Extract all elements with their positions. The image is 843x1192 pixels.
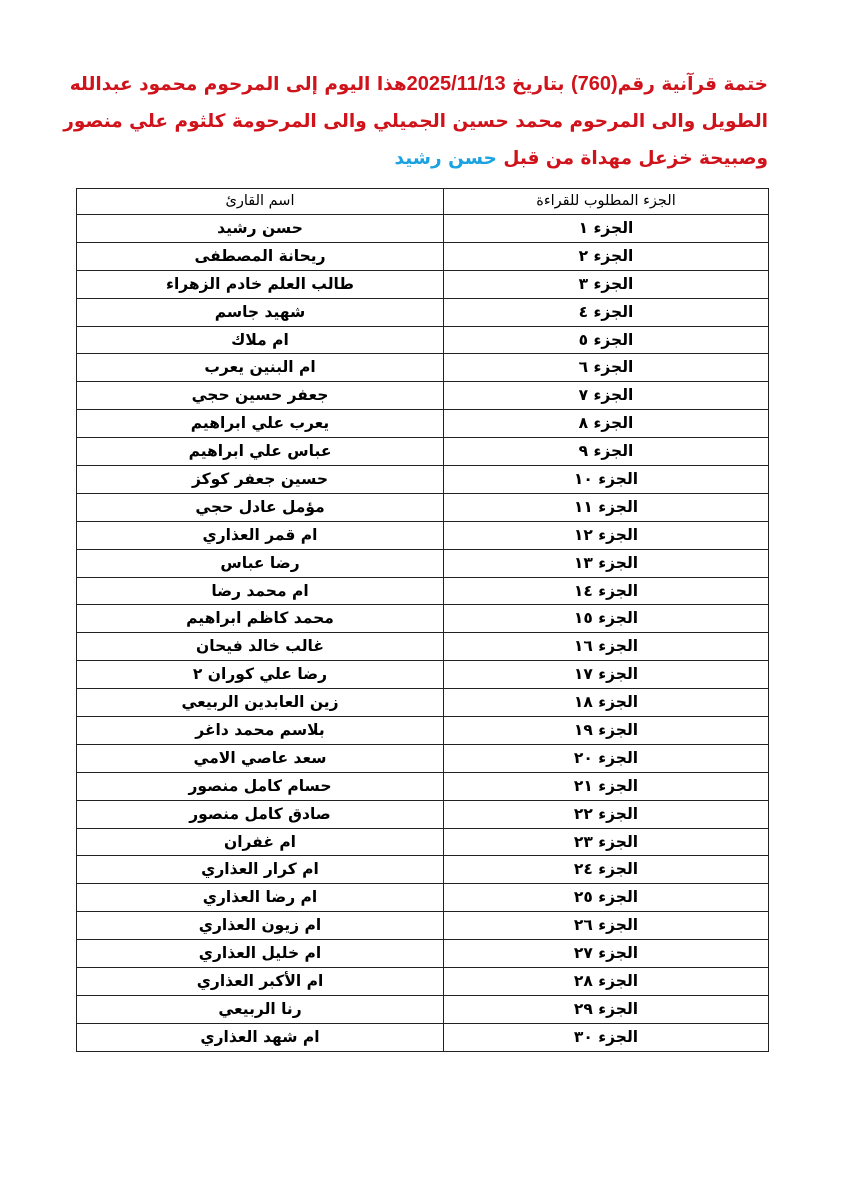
juz-part-cell: الجزء ٢٦ xyxy=(444,912,769,940)
dedication-header xyxy=(60,66,768,177)
juz-part-cell: الجزء ٢٢ xyxy=(444,800,769,828)
juz-part-cell: الجزء ٢١ xyxy=(444,772,769,800)
table-row xyxy=(77,326,769,354)
juz-part-cell: الجزء ٢٥ xyxy=(444,884,769,912)
reader-name-cell: ام شهد العذاري xyxy=(77,1023,444,1051)
table-header-row xyxy=(77,189,769,215)
khatma-number: (760) xyxy=(570,73,618,95)
table-row xyxy=(77,354,769,382)
juz-part-cell: الجزء ٢٣ xyxy=(444,828,769,856)
table-row xyxy=(77,1023,769,1051)
reader-name-cell: ريحانة المصطفى xyxy=(77,242,444,270)
reader-name-cell: صادق كامل منصور xyxy=(77,800,444,828)
juz-part-cell: الجزء ٤ xyxy=(444,298,769,326)
juz-part-cell: الجزء ٦ xyxy=(444,354,769,382)
reader-name-cell: يعرب علي ابراهيم xyxy=(77,410,444,438)
juz-part-cell: الجزء ١٨ xyxy=(444,689,769,717)
table-row xyxy=(77,856,769,884)
juz-part-cell: الجزء ١٦ xyxy=(444,633,769,661)
table-row xyxy=(77,466,769,494)
reader-name-cell: حسين جعفر كوكز xyxy=(77,466,444,494)
juz-part-cell: الجزء ١٠ xyxy=(444,466,769,494)
juz-part-cell: الجزء ٣ xyxy=(444,270,769,298)
table-row xyxy=(77,689,769,717)
juz-part-cell: الجزء ١٩ xyxy=(444,717,769,745)
reader-name-cell: ام ملاك xyxy=(77,326,444,354)
juz-part-cell: الجزء ١٧ xyxy=(444,661,769,689)
header-gifted-by: وصبيحة خزعل مهداة من قبل xyxy=(496,148,768,169)
reader-name-cell: ام خليل العذاري xyxy=(77,940,444,968)
juz-part-cell: الجزء ١٥ xyxy=(444,605,769,633)
table-row xyxy=(77,912,769,940)
juz-part-cell: الجزء ١٤ xyxy=(444,577,769,605)
header-part-column: الجزء المطلوب للقراءة xyxy=(444,189,769,215)
header-line-1 xyxy=(60,66,768,103)
table-row xyxy=(77,995,769,1023)
reader-name-cell: ام غفران xyxy=(77,828,444,856)
reader-name-cell: زين العابدين الربيعي xyxy=(77,689,444,717)
table-row xyxy=(77,493,769,521)
reader-name-cell: غالب خالد فيحان xyxy=(77,633,444,661)
table-row xyxy=(77,940,769,968)
table-row xyxy=(77,382,769,410)
table-row xyxy=(77,744,769,772)
juz-part-cell: الجزء ١٣ xyxy=(444,549,769,577)
table-row xyxy=(77,717,769,745)
table-row xyxy=(77,298,769,326)
juz-part-cell: الجزء ٩ xyxy=(444,438,769,466)
donor-name: حسن رشيد xyxy=(394,148,497,169)
reader-name-cell: محمد كاظم ابراهيم xyxy=(77,605,444,633)
reader-name-cell: ام الأكبر العذاري xyxy=(77,968,444,996)
reader-name-cell: مؤمل عادل حجي xyxy=(77,493,444,521)
juz-part-cell: الجزء ٢٤ xyxy=(444,856,769,884)
reader-name-cell: بلاسم محمد داغر xyxy=(77,717,444,745)
juz-part-cell: الجزء ٢ xyxy=(444,242,769,270)
reader-name-cell: جعفر حسين حجي xyxy=(77,382,444,410)
reader-name-cell: شهيد جاسم xyxy=(77,298,444,326)
header-dedication-start: هذا اليوم إلى المرحوم محمود عبدالله xyxy=(69,74,407,95)
juz-part-cell: الجزء ٨ xyxy=(444,410,769,438)
table-row xyxy=(77,605,769,633)
table-row xyxy=(77,521,769,549)
reader-name-cell: حسام كامل منصور xyxy=(77,772,444,800)
juz-assignment-table xyxy=(76,188,769,1052)
reader-name-cell: رنا الربيعي xyxy=(77,995,444,1023)
table-body xyxy=(77,215,769,1052)
table-row xyxy=(77,633,769,661)
juz-part-cell: الجزء ٢٠ xyxy=(444,744,769,772)
reader-name-cell: ام رضا العذاري xyxy=(77,884,444,912)
juz-part-cell: الجزء ١١ xyxy=(444,493,769,521)
juz-part-cell: الجزء ٢٩ xyxy=(444,995,769,1023)
reader-name-cell: ام البنين يعرب xyxy=(77,354,444,382)
reader-name-cell: ام زيون العذاري xyxy=(77,912,444,940)
header-line-3 xyxy=(60,140,768,177)
juz-part-cell: الجزء ٢٧ xyxy=(444,940,769,968)
reader-name-cell: طالب العلم خادم الزهراء xyxy=(77,270,444,298)
table-row xyxy=(77,772,769,800)
table-row xyxy=(77,577,769,605)
header-date-label: بتاريخ xyxy=(505,74,571,95)
juz-part-cell: الجزء ٥ xyxy=(444,326,769,354)
table-row xyxy=(77,661,769,689)
juz-part-cell: الجزء ١٢ xyxy=(444,521,769,549)
table-row xyxy=(77,968,769,996)
header-khatma-label: ختمة قرآنية رقم xyxy=(617,74,768,95)
reader-name-cell: سعد عاصي الامي xyxy=(77,744,444,772)
table-row xyxy=(77,215,769,243)
header-reader-column: اسم القارئ xyxy=(77,189,444,215)
table-row xyxy=(77,800,769,828)
juz-part-cell: الجزء ٣٠ xyxy=(444,1023,769,1051)
juz-part-cell: الجزء ٧ xyxy=(444,382,769,410)
khatma-date: 2025/11/13 xyxy=(406,73,506,95)
header-line-2: الطويل والى المرحوم محمد حسين الجميلي والى المرحومة كلثوم علي منصور xyxy=(63,111,768,132)
reader-name-cell: حسن رشيد xyxy=(77,215,444,243)
table-row xyxy=(77,410,769,438)
table-row xyxy=(77,242,769,270)
table-row xyxy=(77,270,769,298)
reader-name-cell: ام محمد رضا xyxy=(77,577,444,605)
table-row xyxy=(77,549,769,577)
table-row xyxy=(77,438,769,466)
juz-part-cell: الجزء ١ xyxy=(444,215,769,243)
table-row xyxy=(77,884,769,912)
reader-name-cell: رضا علي كوران ٢ xyxy=(77,661,444,689)
reader-name-cell: عباس علي ابراهيم xyxy=(77,438,444,466)
juz-part-cell: الجزء ٢٨ xyxy=(444,968,769,996)
reader-name-cell: ام قمر العذاري xyxy=(77,521,444,549)
table-row xyxy=(77,828,769,856)
reader-name-cell: ام كرار العذاري xyxy=(77,856,444,884)
reader-name-cell: رضا عباس xyxy=(77,549,444,577)
